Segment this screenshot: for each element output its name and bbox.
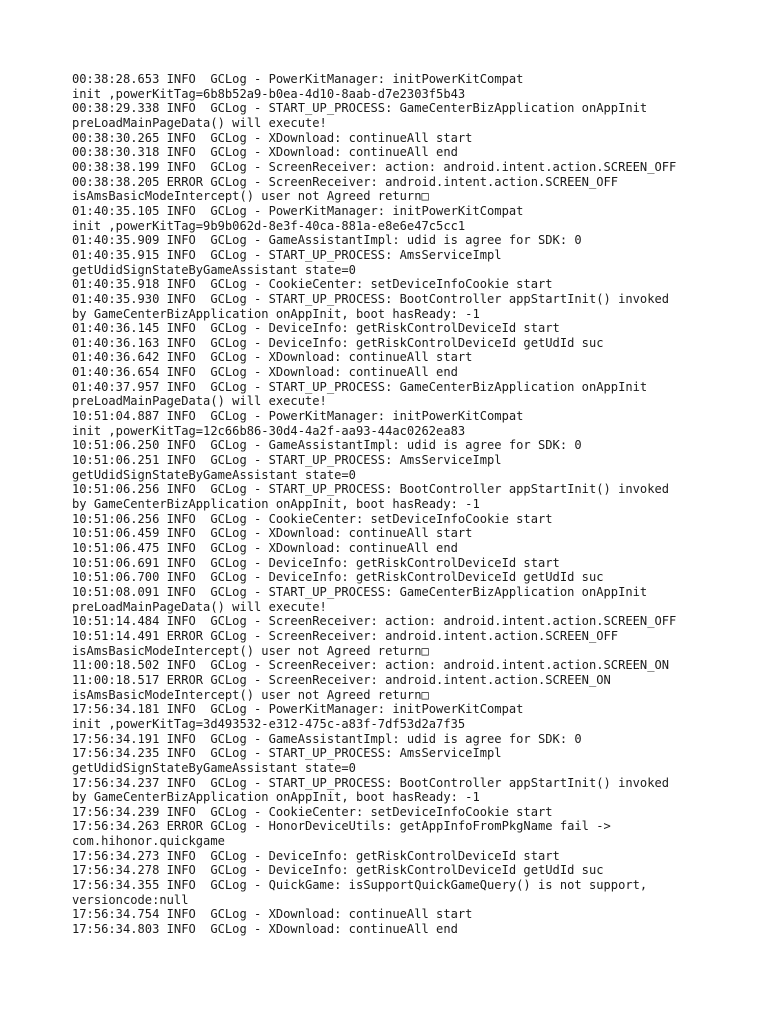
log-line: 01:40:37.957 INFO GCLog - START_UP_PROCESS: GameCenterBizApplication onAppInit [72, 379, 648, 394]
log-line: by GameCenterBizApplication onAppInit, boot hasReady: -1 [72, 790, 480, 805]
log-line: isAmsBasicModeIntercept() user not Agreed return□ [72, 643, 429, 658]
log-line: getUdidSignStateByGameAssistant state=0 [72, 467, 356, 482]
log-line: getUdidSignStateByGameAssistant state=0 [72, 760, 356, 775]
log-line: preLoadMainPageData() will execute! [72, 599, 327, 614]
log-line: versioncode:null [72, 892, 189, 907]
log-line: 11:00:18.502 INFO GCLog - ScreenReceiver: action: android.intent.action.SCREEN_ON [72, 658, 670, 673]
log-line: 01:40:35.918 INFO GCLog - CookieCenter: setDeviceInfoCookie start [72, 277, 553, 292]
log-line: getUdidSignStateByGameAssistant state=0 [72, 262, 356, 277]
log-line: 17:56:34.239 INFO GCLog - CookieCenter: setDeviceInfoCookie start [72, 804, 553, 819]
log-line: 01:40:36.163 INFO GCLog - DeviceInfo: getRiskControlDeviceId getUdId suc [72, 335, 604, 350]
log-line: 00:38:28.653 INFO GCLog - PowerKitManager: initPowerKitCompat [72, 72, 524, 86]
log-line: preLoadMainPageData() will execute! [72, 115, 327, 130]
log-line: 17:56:34.237 INFO GCLog - START_UP_PROCESS: BootController appStartInit() invoked [72, 775, 670, 790]
log-line: 10:51:06.700 INFO GCLog - DeviceInfo: getRiskControlDeviceId getUdId suc [72, 570, 604, 585]
log-line: com.hihonor.quickgame [72, 834, 225, 849]
log-line: 00:38:30.265 INFO GCLog - XDownload: continueAll start [72, 130, 473, 145]
log-line: init ,powerKitTag=9b9b062d-8e3f-40ca-881a-e8e6e47c5cc1 [72, 218, 466, 233]
log-line: 11:00:18.517 ERROR GCLog - ScreenReceiver: android.intent.action.SCREEN_ON [72, 672, 611, 687]
log-line: 17:56:34.181 INFO GCLog - PowerKitManager: initPowerKitCompat [72, 702, 524, 717]
log-line: 17:56:34.273 INFO GCLog - DeviceInfo: getRiskControlDeviceId start [72, 848, 560, 863]
log-line: by GameCenterBizApplication onAppInit, boot hasReady: -1 [72, 306, 480, 321]
log-line: 10:51:14.491 ERROR GCLog - ScreenReceiver: android.intent.action.SCREEN_OFF [72, 628, 619, 643]
log-line: 10:51:06.475 INFO GCLog - XDownload: continueAll end [72, 541, 458, 555]
log-text-block [72, 72, 752, 937]
log-line: 01:40:35.930 INFO GCLog - START_UP_PROCESS: BootController appStartInit() invoked [72, 291, 670, 306]
log-line: 01:40:35.909 INFO GCLog - GameAssistantImpl: udid is agree for SDK: 0 [72, 233, 582, 248]
log-line: 10:51:06.256 INFO GCLog - CookieCenter: setDeviceInfoCookie start [72, 511, 553, 526]
log-line: 00:38:38.205 ERROR GCLog - ScreenReceiver: android.intent.action.SCREEN_OFF [72, 174, 619, 189]
log-line: isAmsBasicModeIntercept() user not Agreed return□ [72, 687, 429, 702]
log-line: 17:56:34.754 INFO GCLog - XDownload: continueAll start [72, 907, 473, 922]
log-line: 17:56:34.263 ERROR GCLog - HonorDeviceUtils: getAppInfoFromPkgName fail -> [72, 819, 611, 834]
log-line: 01:40:35.915 INFO GCLog - START_UP_PROCESS: AmsServiceImpl [72, 247, 502, 262]
log-line: init ,powerKitTag=6b8b52a9-b0ea-4d10-8aab-d7e2303f5b43 [72, 86, 466, 101]
log-line: 17:56:34.191 INFO GCLog - GameAssistantImpl: udid is agree for SDK: 0 [72, 731, 582, 746]
log-line: 10:51:06.251 INFO GCLog - START_UP_PROCESS: AmsServiceImpl [72, 453, 502, 468]
log-line: 10:51:06.459 INFO GCLog - XDownload: continueAll start [72, 526, 473, 541]
log-line: 01:40:36.145 INFO GCLog - DeviceInfo: getRiskControlDeviceId start [72, 321, 560, 336]
log-line: 10:51:06.250 INFO GCLog - GameAssistantImpl: udid is agree for SDK: 0 [72, 438, 582, 453]
log-line: 17:56:34.278 INFO GCLog - DeviceInfo: getRiskControlDeviceId getUdId suc [72, 863, 604, 878]
log-line: 01:40:35.105 INFO GCLog - PowerKitManager: initPowerKitCompat [72, 203, 524, 218]
log-line: 10:51:06.256 INFO GCLog - START_UP_PROCESS: BootController appStartInit() invoked [72, 482, 670, 497]
log-line: 17:56:34.235 INFO GCLog - START_UP_PROCESS: AmsServiceImpl [72, 746, 502, 761]
log-line: 10:51:08.091 INFO GCLog - START_UP_PROCESS: GameCenterBizApplication onAppInit [72, 584, 648, 599]
log-line: init ,powerKitTag=3d493532-e312-475c-a83f-7df53d2a7f35 [72, 716, 466, 731]
log-line: 01:40:36.642 INFO GCLog - XDownload: continueAll start [72, 350, 473, 365]
log-line: 10:51:14.484 INFO GCLog - ScreenReceiver: action: android.intent.action.SCREEN_OFF [72, 614, 677, 629]
log-line: 17:56:34.803 INFO GCLog - XDownload: continueAll end [72, 922, 458, 937]
log-line: by GameCenterBizApplication onAppInit, boot hasReady: -1 [72, 497, 480, 512]
log-line: 00:38:30.318 INFO GCLog - XDownload: continueAll end [72, 145, 458, 160]
log-line: 00:38:29.338 INFO GCLog - START_UP_PROCESS: GameCenterBizApplication onAppInit [72, 101, 648, 116]
log-line: 01:40:36.654 INFO GCLog - XDownload: continueAll end [72, 365, 458, 380]
log-line: init ,powerKitTag=12c66b86-30d4-4a2f-aa93-44ac0262ea83 [72, 423, 466, 438]
log-line: preLoadMainPageData() will execute! [72, 394, 327, 409]
log-line: 17:56:34.355 INFO GCLog - QuickGame: isSupportQuickGameQuery() is not support, [72, 878, 648, 893]
log-line: 00:38:38.199 INFO GCLog - ScreenReceiver: action: android.intent.action.SCREEN_OFF [72, 159, 677, 174]
log-line: isAmsBasicModeIntercept() user not Agreed return□ [72, 189, 429, 204]
log-line: 10:51:04.887 INFO GCLog - PowerKitManager: initPowerKitCompat [72, 409, 524, 424]
log-line: 10:51:06.691 INFO GCLog - DeviceInfo: getRiskControlDeviceId start [72, 555, 560, 570]
